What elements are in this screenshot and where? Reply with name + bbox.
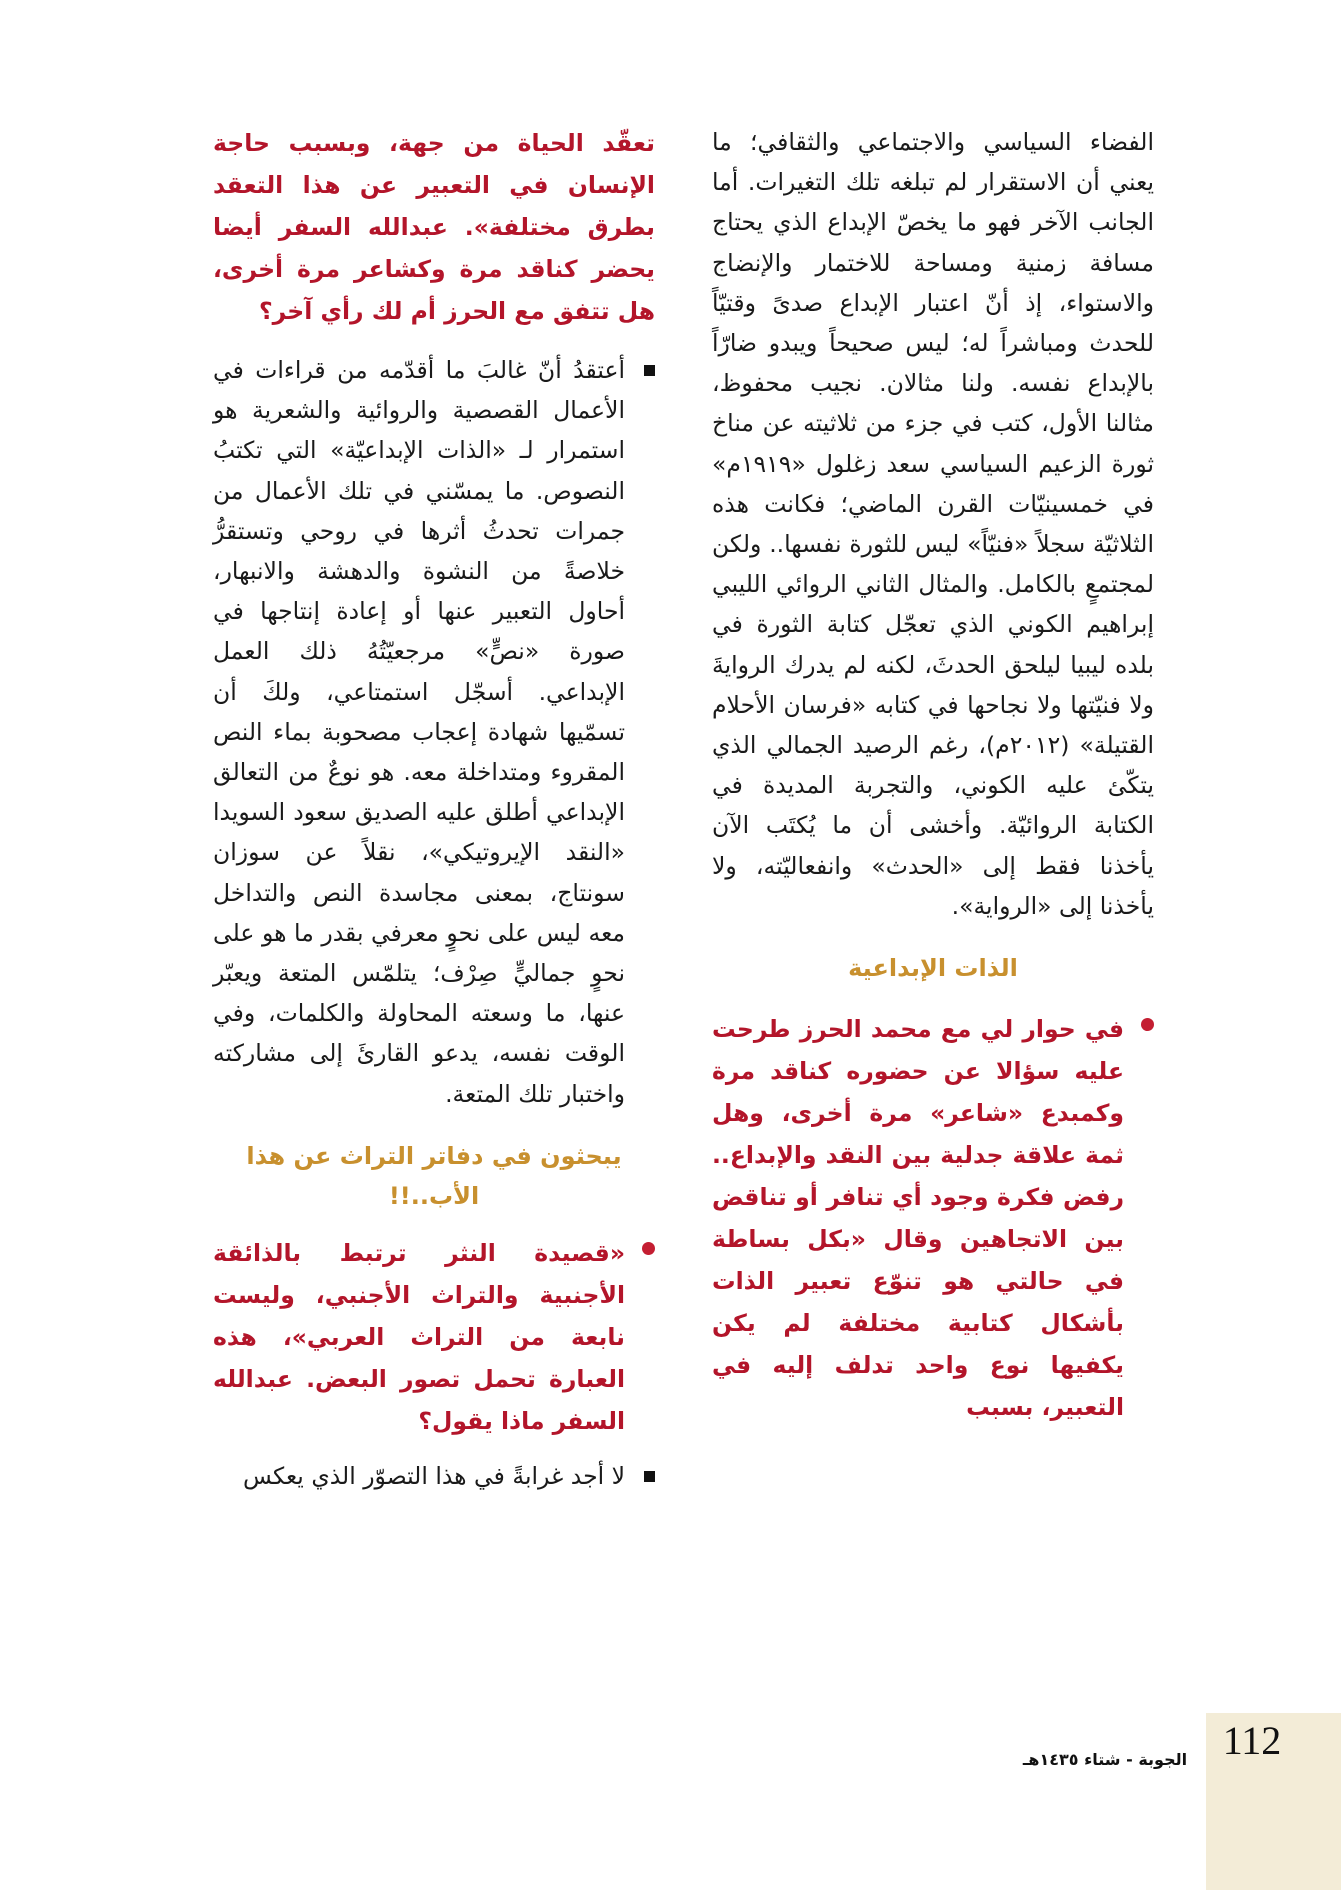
question-text: «قصيدة النثر ترتبط بالذائقة الأجنبية والتراث الأجنبي، وليست نابعة من التراث العربي»، هذه العبارة تحمل تصور البعض. عبدالله السفر ماذا يقول؟	[213, 1238, 625, 1435]
square-bullet-icon	[644, 1471, 655, 1482]
answer-text: لا أجد غرابةً في هذا التصوّر الذي يعكس	[243, 1461, 625, 1490]
question-text-continued: تعقّد الحياة من جهة، وبسبب حاجة الإنسان في التعبير عن هذا التعقد بطرق مختلفة». عبدالله السفر أيضا يحضر كناقد مرة وكشاعر مرة أخرى، هل تتفق مع الحرز أم لك رأي آخر؟	[213, 129, 655, 325]
question-text: في حوار لي مع محمد الحرز طرحت عليه سؤالا عن حضوره كناقد مرة وكمبدع «شاعر» مرة أخرى، وهل ثمة علاقة جدلية بين النقد والإبداع.. رفض فكرة وجود أي تنافر أو تناقض بين الاتجاهين وقال «بكل بساطة في حالتي هو تنوّع تعبير الذات بأشكال كتابية مختلفة لم يكن يكفيها نوع واحد تدلف إليه في التعبير، بسبب	[712, 1015, 1124, 1422]
question-block	[213, 1232, 655, 1442]
bullet-dot-icon	[1141, 1018, 1154, 1031]
body-paragraph: الفضاء السياسي والاجتماعي والثقافي؛ ما يعني أن الاستقرار لم تبلغه تلك التغيرات. أما الجانب الآخر فهو ما يخصّ الإبداع الذي يحتاج مسافة زمنية ومساحة للاختمار والإنضاج والاستواء، إذ أنّ اعتبار الإبداع صدىً وقتيّاً للحدث ومباشراً له؛ ليس صحيحاً ويبدو ضارّاً بالإبداع نفسه. ولنا مثالان. نجيب محفوظ، مثالنا الأول، كتب في جزء من ثلاثيته عن مناخ ثورة الزعيم السياسي سعد زغلول «١٩١٩م» في خمسينيّات القرن الماضي؛ فكانت هذه الثلاثيّة سجلاً «فنيّاً» ليس للثورة نفسها.. ولكن لمجتمعٍ بالكامل. والمثال الثاني الروائي الليبي إبراهيم الكوني الذي تعجّل كتابة الثورة في بلده ليبيا ليلحق الحدثَ، لكنه لم يدرك الروايةَ ولا فنيّتها ولا نجاحها في كتابه «فرسان الأحلام القتيلة» (٢٠١٢م)، رغم الرصيد الجمالي الذي يتكّئ عليه الكوني، والتجربة المديدة في الكتابة الروائيّة. وأخشى أن ما يُكتَب الآن يأخذنا فقط إلى «الحدث» وانفعاليّته، ولا يأخذنا إلى «الرواية».	[712, 128, 1154, 920]
section-heading: الذات الإبداعية	[848, 954, 1018, 983]
question-block	[712, 1008, 1154, 1428]
right-column	[712, 122, 1154, 1428]
page-number: 112	[1222, 1718, 1282, 1763]
square-bullet-icon	[644, 365, 655, 376]
left-column	[213, 122, 655, 1496]
issue-label: الجوبة - شتاء ١٤٣٥هـ	[1022, 1750, 1188, 1769]
answer-text: أعتقدُ أنّ غالبَ ما أقدّمه من قراءات في الأعمال القصصية والروائية والشعرية هو استمرار لـ «الذات الإبداعيّة» التي تكتبُ النصوص. ما يمسّني في تلك الأعمال من جمرات تحدثُ أثرها في روحي وتستقرُّ خلاصةً من النشوة والدهشة والانبهار، أحاول التعبير عنها أو إعادة إنتاجها في صورة «نصٍّ» مرجعيّتُهُ ذلك العمل الإبداعي. أسجّل استمتاعي، ولكَ أن تسمّيها شهادة إعجاب مصحوبة بماء النص المقروء ومتداخلة معه. هو نوعٌ من التعالق الإبداعي أطلق عليه الصديق سعود السويدا «النقد الإيروتيكي»، نقلاً عن سوزان سونتاج، بمعنى مجاسدة النص والتداخل معه ليس على نحوٍ معرفي بقدر ما هو على نحوٍ جماليٍّ صِرْف؛ يتلمّس المتعة ويعبّر عنها، ما وسعته المحاولة والكلمات، وفي الوقت نفسه، يدعو القارئَ إلى مشاركته واختبار تلك المتعة.	[213, 356, 625, 1108]
answer-block	[213, 350, 655, 1114]
section-heading: يبحثون في دفاتر التراث عن هذا الأب..!!	[246, 1141, 622, 1210]
bullet-dot-icon	[642, 1242, 655, 1255]
answer-block	[213, 1456, 655, 1496]
